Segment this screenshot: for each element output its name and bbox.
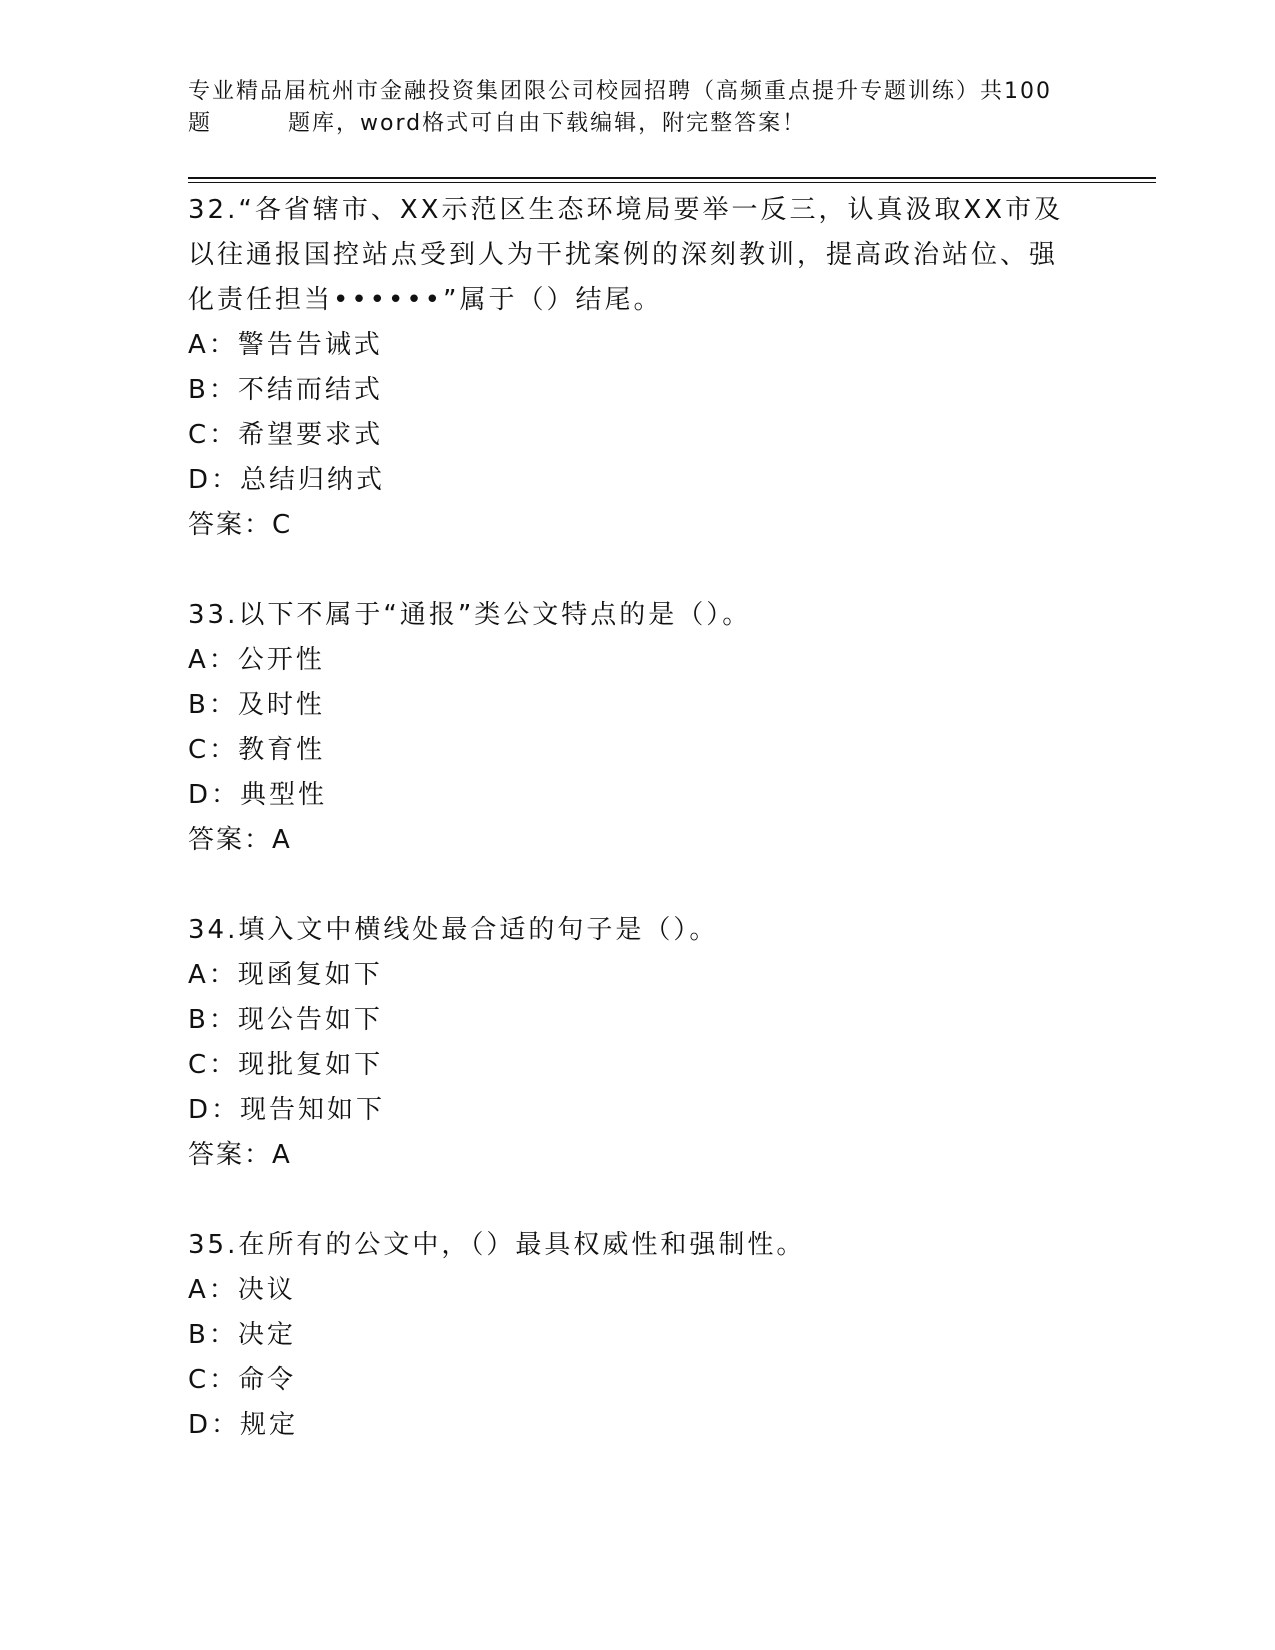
- option-d: D：总结归纳式: [188, 465, 386, 495]
- question-stem: 化责任担当••••••”属于（）结尾。: [188, 285, 663, 315]
- option-a: A：决议: [188, 1275, 296, 1305]
- question-stem: 35.在所有的公文中，（）最具权威性和强制性。: [188, 1230, 806, 1260]
- question-stem: 34.填入文中横线处最合适的句子是（）。: [188, 915, 719, 945]
- header-divider-thick: [188, 177, 1156, 179]
- option-b: B：及时性: [188, 690, 325, 720]
- option-d: D：现告知如下: [188, 1095, 386, 1125]
- answer-line: 答案：A: [188, 825, 292, 855]
- option-b: B：决定: [188, 1320, 296, 1350]
- option-a: A：警告告诫式: [188, 330, 383, 360]
- header-line-2: [188, 108, 1088, 140]
- answer-line: 答案：A: [188, 1140, 292, 1170]
- option-d: D：规定: [188, 1410, 299, 1440]
- option-a: A：现函复如下: [188, 960, 383, 990]
- header-divider-thin: [188, 182, 1156, 183]
- option-d: D：典型性: [188, 780, 328, 810]
- option-b: B：现公告如下: [188, 1005, 383, 1035]
- question-list: [188, 188, 1088, 1448]
- header-line-2-lead: 题: [188, 111, 213, 136]
- question-33: [188, 593, 1088, 863]
- header-line-2-rest: 题库，word格式可自由下载编辑，附完整答案！: [288, 111, 807, 136]
- question-stem: 32.“各省辖市、XX示范区生态环境局要举一反三，认真汲取XX市及: [188, 195, 1064, 225]
- question-34: [188, 908, 1088, 1178]
- option-a: A：公开性: [188, 645, 325, 675]
- option-c: C：现批复如下: [188, 1050, 384, 1080]
- question-stem: 以往通报国控站点受到人为干扰案例的深刻教训，提高政治站位、强: [188, 240, 1059, 270]
- answer-line: 答案：C: [188, 510, 293, 540]
- option-c: C：教育性: [188, 735, 326, 765]
- option-b: B：不结而结式: [188, 375, 383, 405]
- option-c: C：命令: [188, 1365, 297, 1395]
- header-line-1: 专业精品届杭州市金融投资集团限公司校园招聘（高频重点提升专题训练）共100: [188, 79, 1052, 104]
- question-35: [188, 1223, 1088, 1448]
- option-c: C：希望要求式: [188, 420, 384, 450]
- document-header: [188, 76, 1088, 140]
- question-32: [188, 188, 1088, 548]
- question-stem: 33.以下不属于“通报”类公文特点的是（）。: [188, 600, 752, 630]
